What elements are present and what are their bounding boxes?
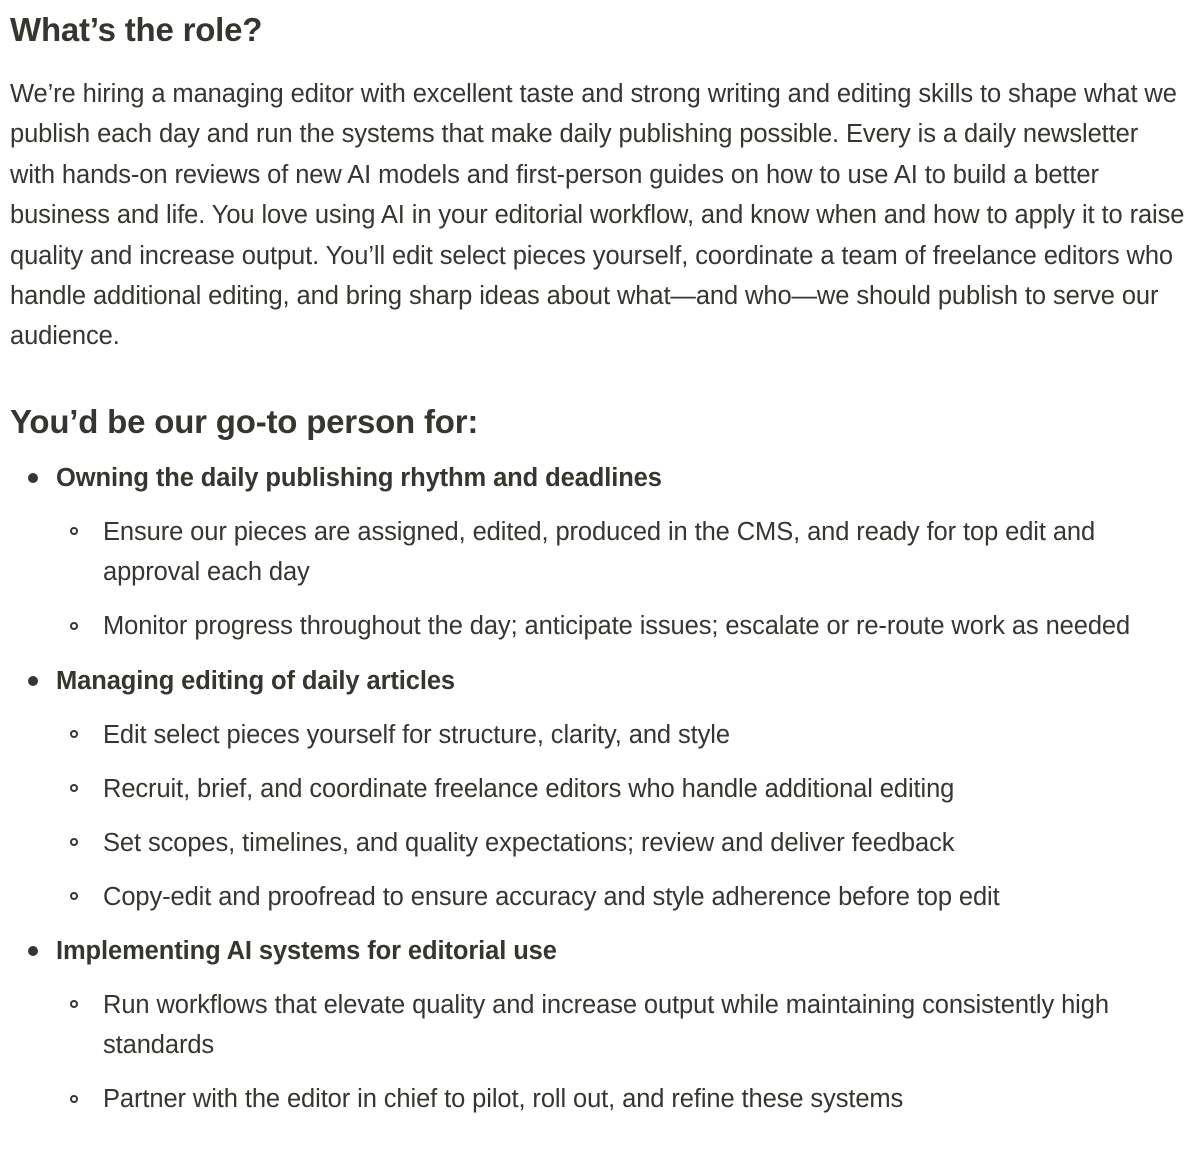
list-item (56, 809, 1190, 863)
bullet-circle-icon (70, 622, 78, 630)
list-item (56, 971, 1190, 1065)
sub-list (56, 498, 1190, 646)
section-title: Implementing AI systems for editorial use (56, 937, 557, 966)
responsibility-section (10, 444, 1190, 647)
list-item (56, 593, 1190, 647)
list-item (56, 755, 1190, 809)
bullet-disc-icon (28, 676, 38, 686)
sub-list (56, 701, 1190, 917)
bullet-circle-icon (70, 784, 78, 792)
responsibilities-list (10, 444, 1190, 1120)
bullet-disc-icon (28, 946, 38, 956)
role-heading: What’s the role? (10, 11, 263, 48)
bullet-circle-icon (70, 1000, 78, 1008)
list-item (56, 1066, 1190, 1120)
bullet-circle-icon (70, 892, 78, 900)
list-item (56, 863, 1190, 917)
list-item-text: Ensure our pieces are assigned, edited, produced in the CMS, and ready for top edit and approval each day (103, 517, 1096, 587)
bullet-circle-icon (70, 527, 78, 535)
list-item-text: Monitor progress throughout the day; anticipate issues; escalate or re-route work as needed (103, 612, 1131, 641)
bullet-disc-icon (28, 473, 38, 483)
list-item-text: Partner with the editor in chief to pilot, roll out, and refine these systems (103, 1085, 904, 1114)
section-title: Owning the daily publishing rhythm and deadlines (56, 463, 662, 492)
bullet-circle-icon (70, 1095, 78, 1103)
bullet-circle-icon (70, 838, 78, 846)
goto-heading: You’d be our go-to person for: (10, 402, 479, 440)
list-item-text: Copy-edit and proofread to ensure accuracy and style adherence before top edit (103, 882, 1000, 911)
bullet-circle-icon (70, 730, 78, 738)
responsibility-section (10, 647, 1190, 917)
list-item (56, 701, 1190, 755)
list-item-text: Recruit, brief, and coordinate freelance editors who handle additional editing (103, 774, 955, 803)
list-item (56, 498, 1190, 592)
sub-list (56, 971, 1190, 1119)
intro-paragraph: We’re hiring a managing editor with excellent taste and strong writing and editing skills to shape what we publish each day and run the systems that make daily publishing possible. Every is a daily newsletter with hands-on reviews of new AI models and first-person guides on how to use AI to build a better business and life. You love using AI in your editorial workflow, and know when and how to apply it to raise quality and increase output. You’ll edit select pieces yourself, coordinate a team of freelance editors who handle additional editing, and bring sharp ideas about what—and who—we should publish to serve our audience. (10, 80, 1185, 351)
section-title: Managing editing of daily articles (56, 666, 455, 695)
list-item-text: Edit select pieces yourself for structure, clarity, and style (103, 720, 730, 749)
responsibility-section (10, 917, 1190, 1120)
list-item-text: Set scopes, timelines, and quality expectations; review and deliver feedback (103, 828, 955, 857)
list-item-text: Run workflows that elevate quality and increase output while maintaining consistently high standards (103, 991, 1109, 1060)
